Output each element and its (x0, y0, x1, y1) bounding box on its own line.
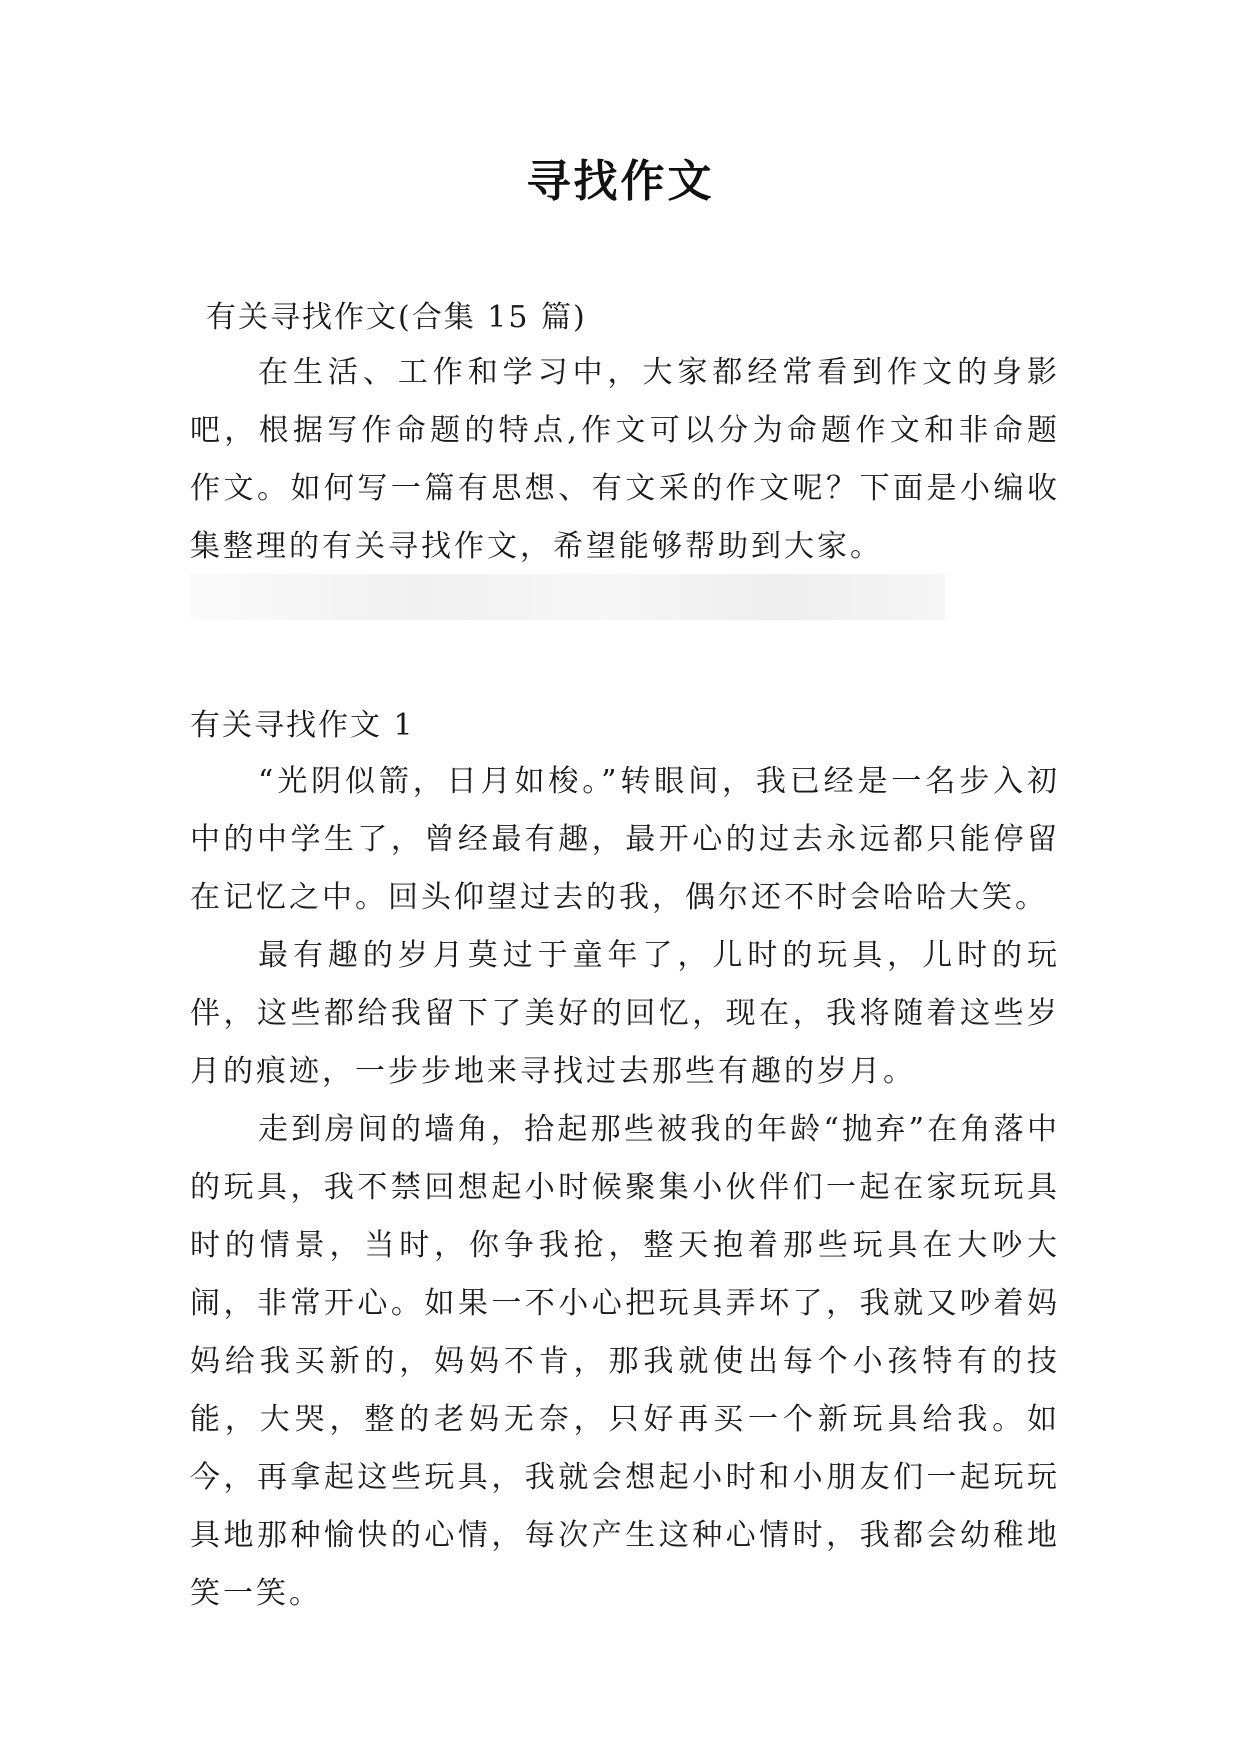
collection-subtitle: 有关寻找作文(合集 15 篇) (206, 300, 587, 335)
section-heading: 有关寻找作文 1 (190, 708, 415, 743)
body-paragraph: “光阴似箭，日月如梭。”转眼间，我已经是一名步入初中的中学生了，曾经最有趣，最开心的过去永远都只能停留在记忆之中。回头仰望过去的我，偶尔还不时会哈哈大笑。 (190, 764, 1060, 915)
intro-paragraph: 在生活、工作和学习中，大家都经常看到作文的身影吧，根据写作命题的特点,作文可以分为命题作文和非命题作文。如何写一篇有思想、有文采的作文呢？下面是小编收集整理的有关寻找作文，希望能够帮助到大家。 (190, 355, 1060, 564)
decorative-banner-image (190, 574, 945, 620)
body-paragraph: 走到房间的墙角，拾起那些被我的年龄“抛弃”在角落中的玩具，我不禁回想起小时候聚集小伙伴们一起在家玩玩具时的情景，当时，你争我抢，整天抱着那些玩具在大吵大闹，非常开心。如果一不小心把玩具弄坏了，我就又吵着妈妈给我买新的，妈妈不肯，那我就使出每个小孩特有的技能，大哭，整的老妈无奈，只好再买一个新玩具给我。如今，再拿起这些玩具，我就会想起小时和小朋友们一起玩玩具地那种愉快的心情，每次产生这种心情时，我都会幼稚地笑一笑。 (190, 1112, 1060, 1611)
page-title: 寻找作文 (526, 156, 715, 207)
body-paragraph: 最有趣的岁月莫过于童年了，儿时的玩具，儿时的玩伴，这些都给我留下了美好的回忆，现在，我将随着这些岁月的痕迹，一步步地来寻找过去那些有趣的岁月。 (190, 938, 1060, 1089)
